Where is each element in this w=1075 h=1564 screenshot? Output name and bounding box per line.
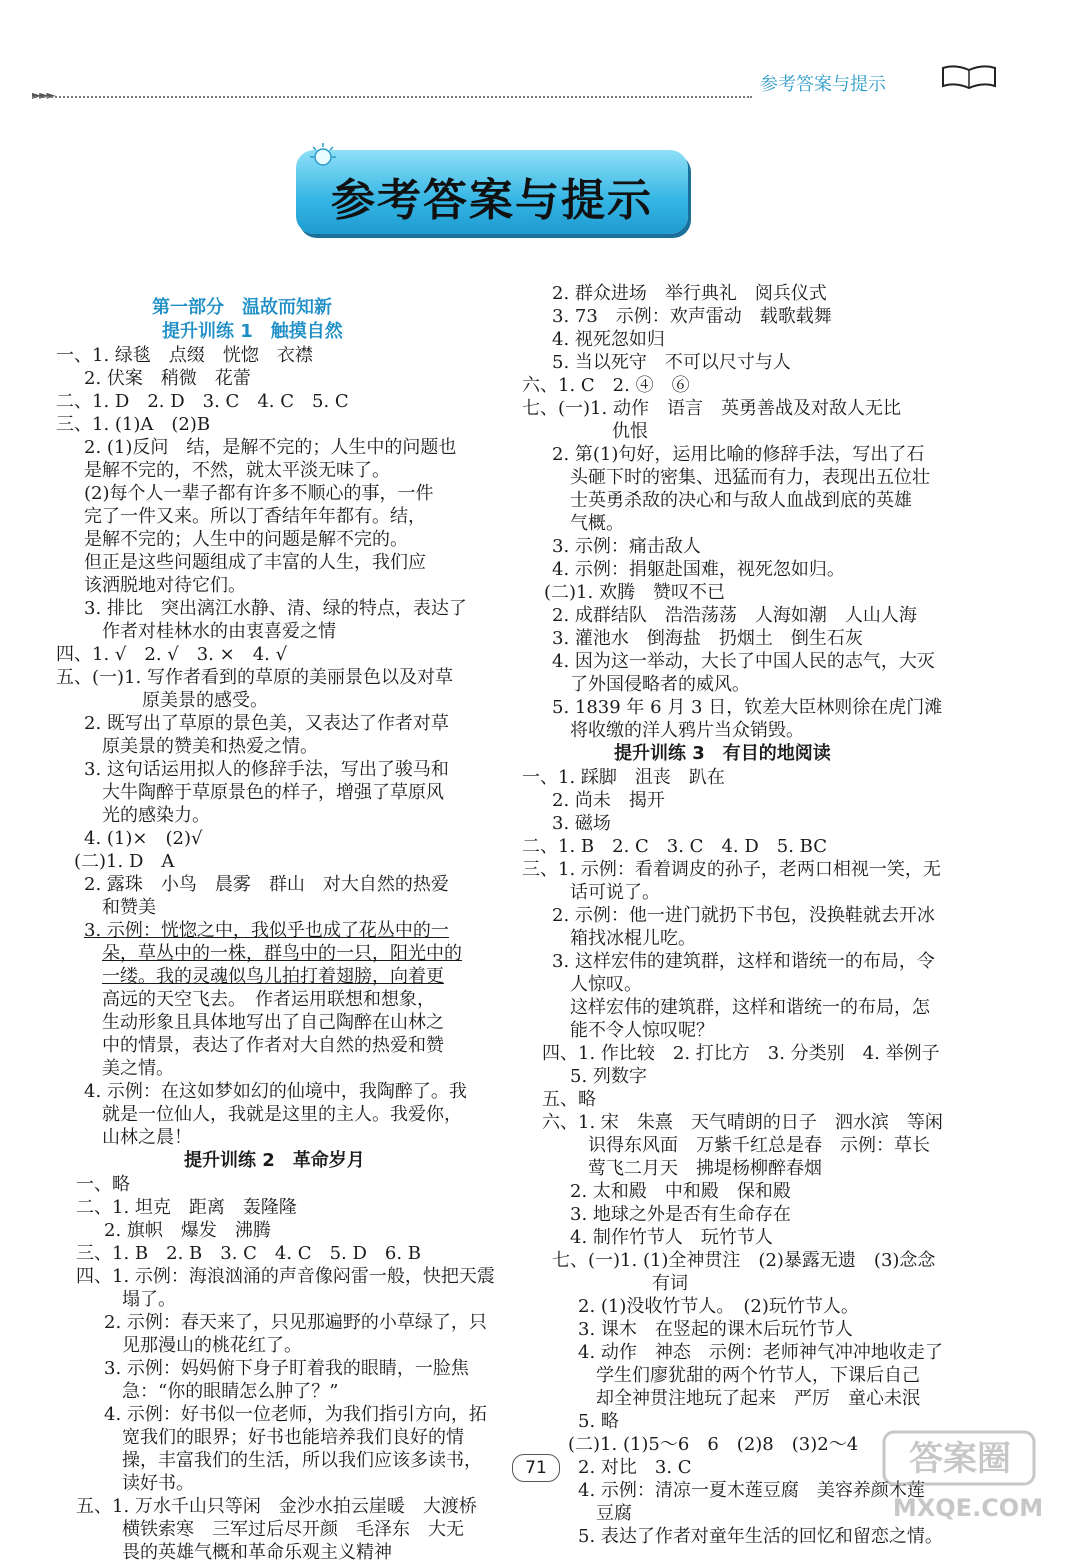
answer-line: 中的情景，表达了作者对大自然的热爱和赞 <box>102 1035 444 1056</box>
answer-line: 一缕。我的灵魂似鸟儿拍打着翅膀，向着更 <box>102 966 444 987</box>
watermark-site: MXQE.COM <box>892 1494 1044 1522</box>
answer-line: (二)1. D A <box>74 851 175 872</box>
answer-line: 完了一件又来。所以丁香结年年都有。结， <box>84 506 426 527</box>
answer-line: 塌了。 <box>122 1289 176 1310</box>
answer-line: 2. 太和殿 中和殿 保和殿 <box>570 1181 791 1202</box>
answer-line: 三、1. B 2. B 3. C 4. C 5. D 6. B <box>76 1243 422 1264</box>
answer-line: 该洒脱地对待它们。 <box>84 575 246 596</box>
answer-line: 大牛陶醉于草原景色的样子，增强了草原风 <box>102 782 444 803</box>
answer-line: 高远的天空飞去。 作者运用联想和想象， <box>102 989 435 1010</box>
answer-line: 2. 群众进场 举行典礼 阅兵仪式 <box>552 283 827 304</box>
section-title: 第一部分 温故而知新 <box>152 297 332 318</box>
answer-line: 横铁索寒 三军过后尽开颜 毛泽东 大无 <box>122 1519 464 1540</box>
answer-line: 能不令人惊叹呢？ <box>570 1020 714 1041</box>
answer-line: (二)1. 欢腾 赞叹不已 <box>544 582 725 603</box>
answer-line: 5. 表达了作者对童年生活的回忆和留恋之情。 <box>578 1526 943 1547</box>
answer-line: 2. 示例：他一进门就扔下书包，没换鞋就去开冰 <box>552 905 935 926</box>
answer-line: 气概。 <box>570 513 624 534</box>
answer-line: 七、(一)1. 动作 语言 英勇善战及对敌人无比 <box>522 398 901 419</box>
answer-line: 原美景的感受。 <box>142 690 268 711</box>
section-title: 提升训练 2 革命岁月 <box>184 1150 365 1171</box>
answer-line: 人惊叹。 <box>570 974 642 995</box>
answer-line: 就是一位仙人，我就是这里的主人。我爱你， <box>102 1104 462 1125</box>
answer-line: 箱找冰棍儿吃。 <box>570 928 696 949</box>
answer-line: 六、1. 宋 朱熹 天气晴朗的日子 泗水滨 等闲 <box>542 1112 943 1133</box>
answer-line: 是解不完的；人生中的问题是解不完的。 <box>84 529 408 550</box>
answer-line: 5. 当以死守 不可以尺寸与人 <box>552 352 791 373</box>
answer-line: 原美景的赞美和热爱之情。 <box>102 736 318 757</box>
answer-line: 和赞美 <box>102 897 156 918</box>
answer-line: 4. (1)× (2)√ <box>84 828 203 849</box>
answer-line: 四、1. 示例：海浪汹涌的声音像闷雷一般，快把天震 <box>76 1266 495 1287</box>
answer-line: 六、1. C 2. ④ ⑥ <box>522 375 690 396</box>
answer-line: 2. 旗帜 爆发 沸腾 <box>104 1220 271 1241</box>
banner-title: 参考答案与提示 <box>331 175 653 226</box>
answer-line: 2. 既写出了草原的景色美，又表达了作者对草 <box>84 713 449 734</box>
answer-line: 一、1. 绿毯 点缀 恍惚 衣襟 <box>56 345 313 366</box>
answer-line: 3. 示例：妈妈俯下身子盯着我的眼睛，一脸焦 <box>104 1358 469 1379</box>
answer-line: (2)每个人一辈子都有许多不顺心的事，一件 <box>84 483 434 504</box>
answer-line: 4. 因为这一举动，大长了中国人民的志气，大灭 <box>552 651 935 672</box>
header-title: 参考答案与提示 <box>760 74 886 95</box>
answer-line: 识得东风面 万紫千红总是春 示例：草长 <box>588 1135 930 1156</box>
watermark-logo <box>880 1428 1055 1524</box>
answer-line: 却全神贯注地玩了起来 严厉 童心未泯 <box>596 1388 920 1409</box>
answer-line: 光的感染力。 <box>102 805 210 826</box>
answer-line: 2. (1)没收竹节人。 (2)玩竹节人。 <box>578 1296 859 1317</box>
answer-line: 3. 磁场 <box>552 813 611 834</box>
answer-line: 3. 73 示例：欢声雷动 载歌载舞 <box>552 306 832 327</box>
answer-line: 3. 这句话运用拟人的修辞手法，写出了骏马和 <box>84 759 449 780</box>
answer-line: 3. 示例：痛击敌人 <box>552 536 701 557</box>
answer-line: 作者对桂林水的由衷喜爱之情 <box>102 621 336 642</box>
answer-line: 畏的英雄气概和革命乐观主义精神 <box>122 1542 392 1563</box>
answer-line: 2. 露珠 小鸟 晨雾 群山 对大自然的热爱 <box>84 874 449 895</box>
answer-line: 四、1. √ 2. √ 3. × 4. √ <box>56 644 288 665</box>
answer-line: 2. 尚未 揭开 <box>552 790 665 811</box>
left-answer-column <box>56 296 504 1564</box>
answer-line: 二、1. 坦克 距离 轰隆隆 <box>76 1197 297 1218</box>
answer-line: 见那漫山的桃花红了。 <box>122 1335 302 1356</box>
answer-line: 5. 略 <box>578 1411 619 1432</box>
answer-line: 2. 示例：春天来了，只见那遍野的小草绿了，只 <box>104 1312 487 1333</box>
header-dotted-rule <box>32 96 752 98</box>
answer-line: 4. 视死忽如归 <box>552 329 665 350</box>
answer-line: 2. 伏案 稍微 花蕾 <box>84 368 251 389</box>
section-title: 提升训练 3 有目的地阅读 <box>614 743 831 764</box>
answer-line: 话可说了。 <box>570 882 660 903</box>
answer-line: 3. 地球之外是否有生命存在 <box>570 1204 791 1225</box>
answer-line: 山林之晨！ <box>102 1127 192 1148</box>
answer-line: 3. 这样宏伟的建筑群，这样和谐统一的布局，令 <box>552 951 935 972</box>
answer-line: 二、1. D 2. D 3. C 4. C 5. C <box>56 391 349 412</box>
answer-line: 七、(一)1. (1)全神贯注 (2)暴露无遗 (3)念念 <box>552 1250 936 1271</box>
title-banner <box>296 150 694 240</box>
answer-line: 5. 1839 年 6 月 3 日，钦差大臣林则徐在虎门滩 <box>552 697 943 718</box>
answer-line: 五、(一)1. 写作者看到的草原的美丽景色以及对草 <box>56 667 453 688</box>
answer-line: 二、1. B 2. C 3. C 4. D 5. BC <box>522 836 828 857</box>
answer-line: 一、略 <box>76 1174 130 1195</box>
answer-line: 4. 示例：好书似一位老师，为我们指引方向，拓 <box>104 1404 487 1425</box>
answer-line: 学生们廖犹甜的两个竹节人，下课后自己 <box>596 1365 920 1386</box>
answer-line: 3. 课木 在竖起的课木后玩竹节人 <box>578 1319 853 1340</box>
answer-line: 宽我们的眼界；好书也能培养我们良好的情 <box>122 1427 464 1448</box>
answer-line: 五、略 <box>542 1089 596 1110</box>
answer-line: 2. 对比 3. C <box>578 1457 692 1478</box>
answer-line: 4. 示例：捐躯赴国难，视死忽如归。 <box>552 559 845 580</box>
answer-line: 仇恨 <box>612 421 648 442</box>
answer-line: 2. (1)反问 结，是解不完的；人生中的问题也 <box>84 437 457 458</box>
answer-line: 3. 灌池水 倒海盐 扔烟土 倒生石灰 <box>552 628 863 649</box>
answer-line: 豆腐 <box>596 1503 632 1524</box>
answer-line: 有词 <box>652 1273 688 1294</box>
answer-line: 3. 排比 突出漓江水静、清、绿的特点，表达了 <box>84 598 467 619</box>
answer-line: 这样宏伟的建筑群，这样和谐统一的布局，怎 <box>570 997 930 1018</box>
answer-line: 4. 动作 神态 示例：老师神气冲冲地收走了 <box>578 1342 943 1363</box>
page-number: 71 <box>512 1454 560 1482</box>
answer-line: (二)1. (1)5～6 6 (2)8 (3)2～4 <box>568 1434 859 1455</box>
answer-line: 四、1. 作比较 2. 打比方 3. 分类别 4. 举例子 <box>542 1043 940 1064</box>
answer-line: 五、1. 万水千山只等闲 金沙水拍云崖暖 大渡桥 <box>76 1496 477 1517</box>
answer-line: 2. 成群结队 浩浩荡荡 人海如潮 人山人海 <box>552 605 917 626</box>
answer-line: 4. 示例：清凉一夏木莲豆腐 美容养颜木莲 <box>578 1480 925 1501</box>
answer-line: 一、1. 踩脚 沮丧 趴在 <box>522 767 725 788</box>
answer-line: 士英勇杀敌的决心和与敌人血战到底的英雄 <box>570 490 912 511</box>
answer-line: 5. 列数字 <box>570 1066 647 1087</box>
answer-line: 是解不完的，不然，就太平淡无味了。 <box>84 460 390 481</box>
section-title: 提升训练 1 触摸自然 <box>162 321 343 342</box>
answer-line: 4. 示例：在这如梦如幻的仙境中，我陶醉了。我 <box>84 1081 467 1102</box>
right-answer-column <box>520 282 980 1548</box>
answer-line: 操，丰富我们的生活，所以我们应该多读书， <box>122 1450 482 1471</box>
answer-line: 莺飞二月天 拂堤杨柳醉春烟 <box>588 1158 822 1179</box>
answer-line: 头砸下时的密集、迅猛而有力，表现出五位壮 <box>570 467 930 488</box>
answer-line: 3. 示例：恍惚之中，我似乎也成了花丛中的一 <box>84 920 449 941</box>
header-arrows: ►►► <box>32 88 54 102</box>
answer-line: 了外国侵略者的威风。 <box>570 674 750 695</box>
answer-line: 急：“你的眼睛怎么肿了？” <box>122 1381 339 1402</box>
answer-line: 三、1. 示例：看着调皮的孙子，老两口相视一笑，无 <box>522 859 941 880</box>
watermark-logo-text: 答案圈 <box>909 1439 1011 1479</box>
answer-line: 朵，草丛中的一株，群鸟中的一只，阳光中的 <box>102 943 462 964</box>
open-book-icon <box>940 64 998 90</box>
answer-line: 2. 第(1)句好，运用比喻的修辞手法，写出了石 <box>552 444 925 465</box>
answer-line: 4. 制作竹节人 玩竹节人 <box>570 1227 773 1248</box>
answer-line: 但正是这些问题组成了丰富的人生，我们应 <box>84 552 426 573</box>
answer-line: 美之情。 <box>102 1058 174 1079</box>
answer-line: 三、1. (1)A (2)B <box>56 414 211 435</box>
answer-line: 将收缴的洋人鸦片当众销毁。 <box>570 720 804 741</box>
answer-line: 生动形象且具体地写出了自己陶醉在山林之 <box>102 1012 444 1033</box>
answer-line: 读好书。 <box>122 1473 194 1494</box>
